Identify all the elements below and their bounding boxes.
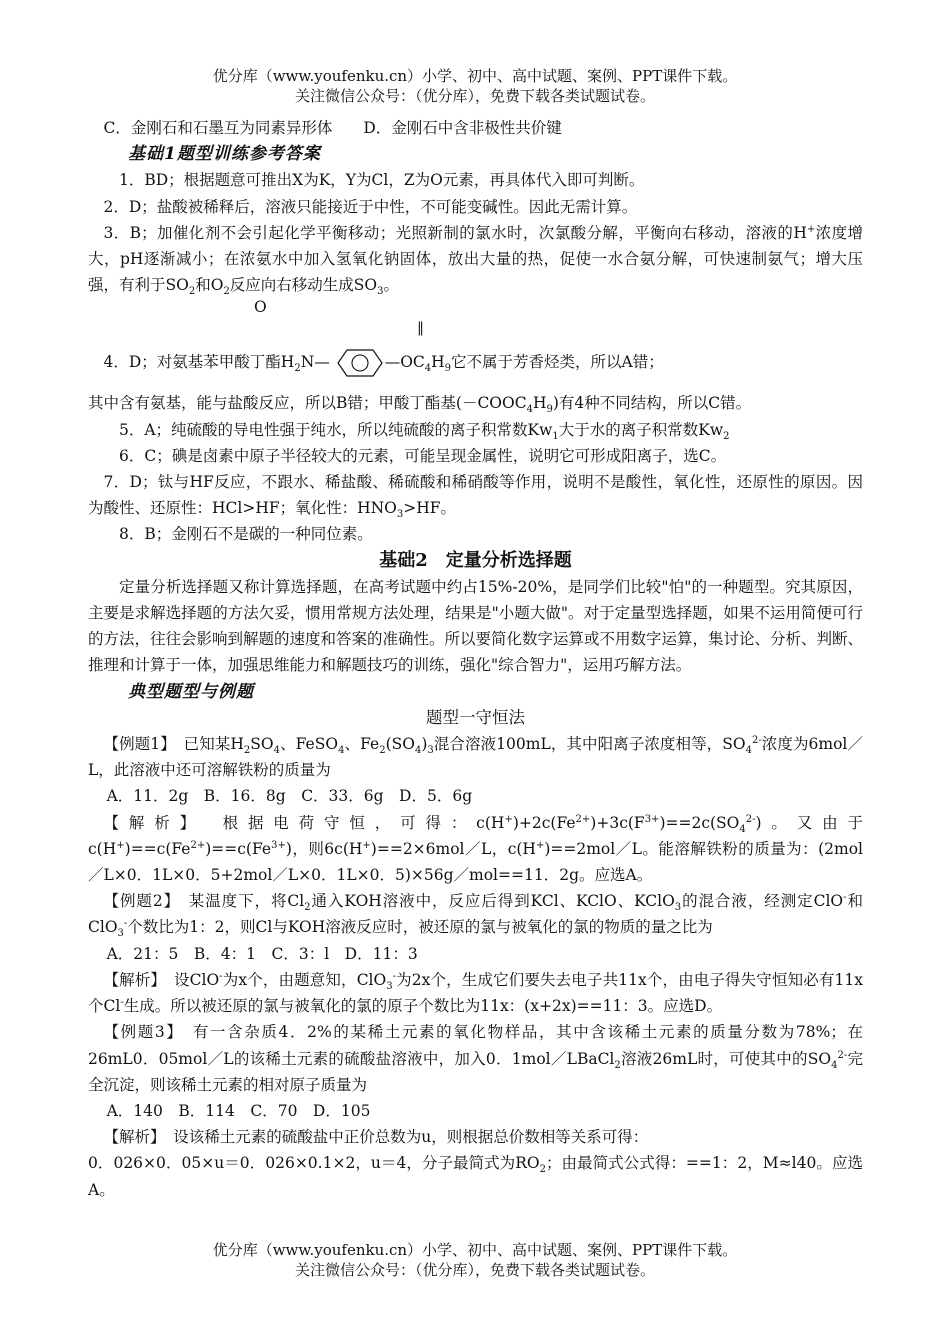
answer-1: 1．BD；根据题意可推出X为K，Y为Cl，Z为O元素，再具体代入即可判断。 (119, 171, 645, 190)
answer-2: 2．D；盐酸被稀释后，溶液只能接近于中性，不可能变碱性。因此无需计算。 (103, 197, 638, 216)
header-line-1: 优分库（www.youfenku.cn）小学、初中、高中试题、案例、PPT课件下载。 (212, 67, 738, 85)
example-1-solution: 【解析】 根据电荷守恒，可得：$c(H^+)+2c(Fe^{2+})+3c(F^{3+})==2c(SO_4^{2-})$。又由于$c(H^+)==c(Fe^{2+})==c(Fe^{3+})$，则6c(H+)==2×6mol／L，c(H+)==2mol／L。能溶解铁粉的质量为：(2mol／L×0．1L×0．5+2mol／L×0．1L×0．5)×56g／mol==11．2g。应选A。 (88, 813, 864, 885)
answer-8: 8．B；金刚石不是碳的一种同位素。 (119, 525, 373, 544)
subtitle-conservation: 题型一守恒法 (426, 707, 525, 727)
answer-5: 5．A；纯硫酸的导电性强于纯水，所以纯硫酸的离子积常数$Kw_1$大于水的离子积常数$Kw_2$ (119, 420, 730, 442)
answer-7: 7．D；钛与HF反应，不跟水、稀盐酸、稀硫酸和稀硝酸等作用，说明不是酸性，氧化性，还原性的原因。因为酸性、还原性：HCl>HF；氧化性：$HNO_3>HF$。 (88, 473, 863, 521)
section2-intro: 定量分析选择题又称计算选择题，在高考试题中约占15%-20%，是同学们比较"怕"的一种题型。究其原因，主要是求解选择题的方法欠妥，惯用常规方法处理，结果是"小题大做"。对于定量型选择题，如果不运用简便可行的方法，往往会影响到解题的速度和答案的准确性。所以要简化数字运算或不用数字运算，集讨论、分析、判断、推理和计算于一体，加强思维能力和解题技巧的训练，强化"综合智力"，运用巧解方法。 (88, 577, 864, 675)
footer-line-2: 关注微信公众号：（优分库），免费下载各类试题试卷。 (294, 1261, 655, 1279)
page-footer (0, 1240, 950, 1280)
answer-6: 6．C；碘是卤素中原子半径较大的元素，可能呈现金属性，说明它可形成阳离子，选C。 (119, 446, 727, 465)
answer-4-continued: 其中含有氨基，能与盐酸反应，所以B错；甲酸丁酯基$(-COOC_4H_9)$有4种不同结构，所以C错。 (88, 394, 752, 416)
example-3-options: A．140 B．114 C．70 D．105 (106, 1101, 371, 1120)
example-2-solution: 【解析】 设ClO-为x个，由题意知，ClO$_3$-为2x个，生成它们要失去电子共11x个，由电子得失守恒知必有11x个Cl-生成。所以被还原的氯与被氧化的氯的原子个数比为11x：(x+2x)==11：3。应选D。 (88, 970, 863, 1016)
section3-title: 典型题型与例题 (128, 681, 254, 702)
footer-line-1: 优分库（www.youfenku.cn）小学、初中、高中试题、案例、PPT课件下载。 (212, 1241, 738, 1259)
section2-title: 基础2 定量分析选择题 (379, 549, 572, 571)
example-3-solution: 【解析】 设该稀土元素的硫酸盐中正价总数为u，则根据总价数相等关系可得： (103, 1128, 649, 1147)
page-body (88, 115, 863, 1203)
answer-3: 3．B；加催化剂不会引起化学平衡移动；光照新制的氯水时，次氯酸分解，平衡向右移动，溶液的H+浓度增大，pH逐渐减小；在浓氨水中加入氢氧化钠固体，放出大量的热，促使一水合氨分解，可快速制氨气；增大压强，有利于$SO_2$和$O_2$反应向右移动生成$SO_3$。 (88, 223, 863, 298)
top-options: C．金刚石和石墨互为同素异形体 D．金刚石中含非极性共价键 (103, 119, 562, 137)
answer-4-structure (88, 298, 863, 390)
header-line-2: 关注微信公众号：（优分库），免费下载各类试题试卷。 (294, 87, 655, 105)
page-header (0, 66, 950, 106)
example-1-options: A．11．2g B．16．8g C．33．6g D．5．6g (106, 787, 473, 806)
section1-title: 基础1题型训练参考答案 (128, 144, 321, 165)
example-3-solution-continued: 0．026×0．05×u＝0．026×0.1×2，u＝4，分子最简式为$RO_2$；由最简式公式得：==1：2，M≈l40。应选A。 (88, 1154, 863, 1199)
benzene-ring-icon (337, 348, 383, 378)
example-1: 【例题1】 已知某$H_2SO_4$、FeSO$_4$、$Fe_2(SO_4)_3$混合溶液100mL，其中阳离子浓度相等，$SO_4^{2-}$浓度为6mol／L，此溶液中还可溶解铁粉的质量为 (88, 734, 863, 780)
example-2: 【例题2】 某温度下，将$Cl_2$通入KOH溶液中，反应后得到KCl、KClO、KClO$_3$的混合液，经测定ClO-和ClO$_3$-个数比为1：2，则Cl与KOH溶液反应时，被还原的氯与被氧化的氯的物质的量之比为 (88, 892, 863, 940)
double-bond: ‖ (417, 320, 424, 337)
carbonyl-oxygen: O (254, 298, 267, 317)
answer-4: 4．D；对氨基苯甲酸丁酯$H_2N—$ $—OC_4H_9$它不属于芳香烃类，所以A错； (88, 348, 664, 378)
example-3: 【例题3】 有一含杂质4．2%的某稀土元素的氧化物样品，其中含该稀土元素的质量分数为78%；在26mL0．05mol／L的该稀土元素的硫酸盐溶液中，加入0．1mol／LBaCl$_2$溶液26mL时，可使其中的$SO_4^{2-}$完全沉淀，则该稀土元素的相对原子质量为 (88, 1023, 863, 1094)
example-2-options: A．21：5 B．4：1 C．3：l D．11：3 (106, 944, 418, 963)
